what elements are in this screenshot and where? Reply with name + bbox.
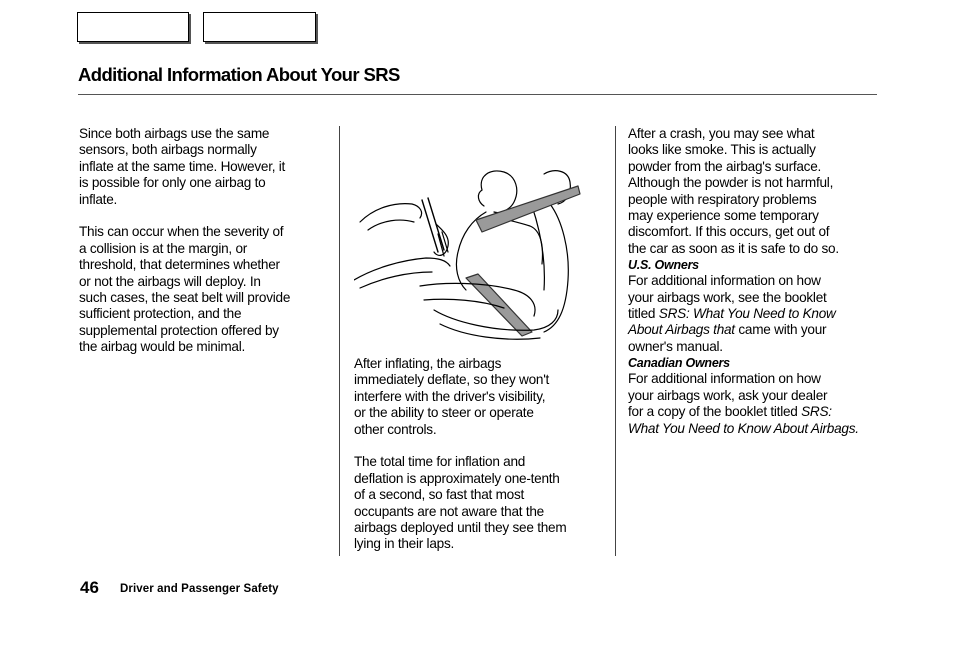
col1-paragraph-1: Since both airbags use the same sensors, both airbags normally inflate at the same time. However, it is possible for only one airbag to inflate. — [79, 126, 286, 207]
col3-paragraph-1: After a crash, you may see what looks like smoke. This is actually powder from the airbag's surface. Although the powder is not harmful, people with respiratory problems may experience some temporary discomfort. If this occurs, get out of the car as soon as it is safe to do so. — [628, 126, 839, 256]
col1-paragraph-2: This can occur when the severity of a collision is at the margin, or threshold, that determines whether or not the airbags will deploy. In such cases, the seat belt will provide sufficient protection, and the supplemental protection offered by the airbag would be minimal. — [79, 224, 291, 355]
us-owners-text-b: came with your owner's manual. — [628, 322, 827, 354]
column-3 — [628, 126, 888, 437]
canadian-owners-heading: Canadian Owners — [628, 356, 730, 371]
us-owners-text-a: For additional information on how your airbags work, see the booklet titled — [628, 273, 827, 322]
page-title: Additional Information About Your SRS — [78, 64, 400, 85]
canadian-booklet-title: SRS: What You Need to Know About Airbags. — [628, 404, 859, 436]
canadian-owners-text — [628, 371, 888, 437]
nav-tab-box-1[interactable] — [77, 12, 189, 42]
column-1 — [79, 126, 331, 356]
us-owners-text — [628, 273, 888, 355]
column-divider-2 — [615, 126, 616, 556]
col2-paragraph-1: After inflating, the airbags immediately deflate, so they won't interfere with the driver's visibility, or the ability to steer or operate other controls. — [354, 356, 550, 437]
section-name: Driver and Passenger Safety — [120, 583, 279, 595]
occupant-with-deflated-airbag-illustration — [354, 160, 610, 350]
us-owners-heading: U.S. Owners — [628, 258, 699, 273]
col2-paragraph-2: The total time for inflation and deflation is approximately one-tenth of a second, so fast that most occupants are not aware that the airbags deployed until they see them lying in their laps. — [354, 454, 567, 552]
title-rule — [78, 94, 877, 95]
column-2 — [354, 356, 610, 553]
column-divider-1 — [339, 126, 340, 556]
page-number: 46 — [80, 578, 99, 597]
us-booklet-title: SRS: What You Need to Know About Airbags that — [628, 306, 836, 338]
nav-tab-box-2[interactable] — [203, 12, 316, 42]
canadian-owners-text-a: For additional information on how your airbags work, ask your dealer for a copy of the booklet titled — [628, 371, 828, 420]
